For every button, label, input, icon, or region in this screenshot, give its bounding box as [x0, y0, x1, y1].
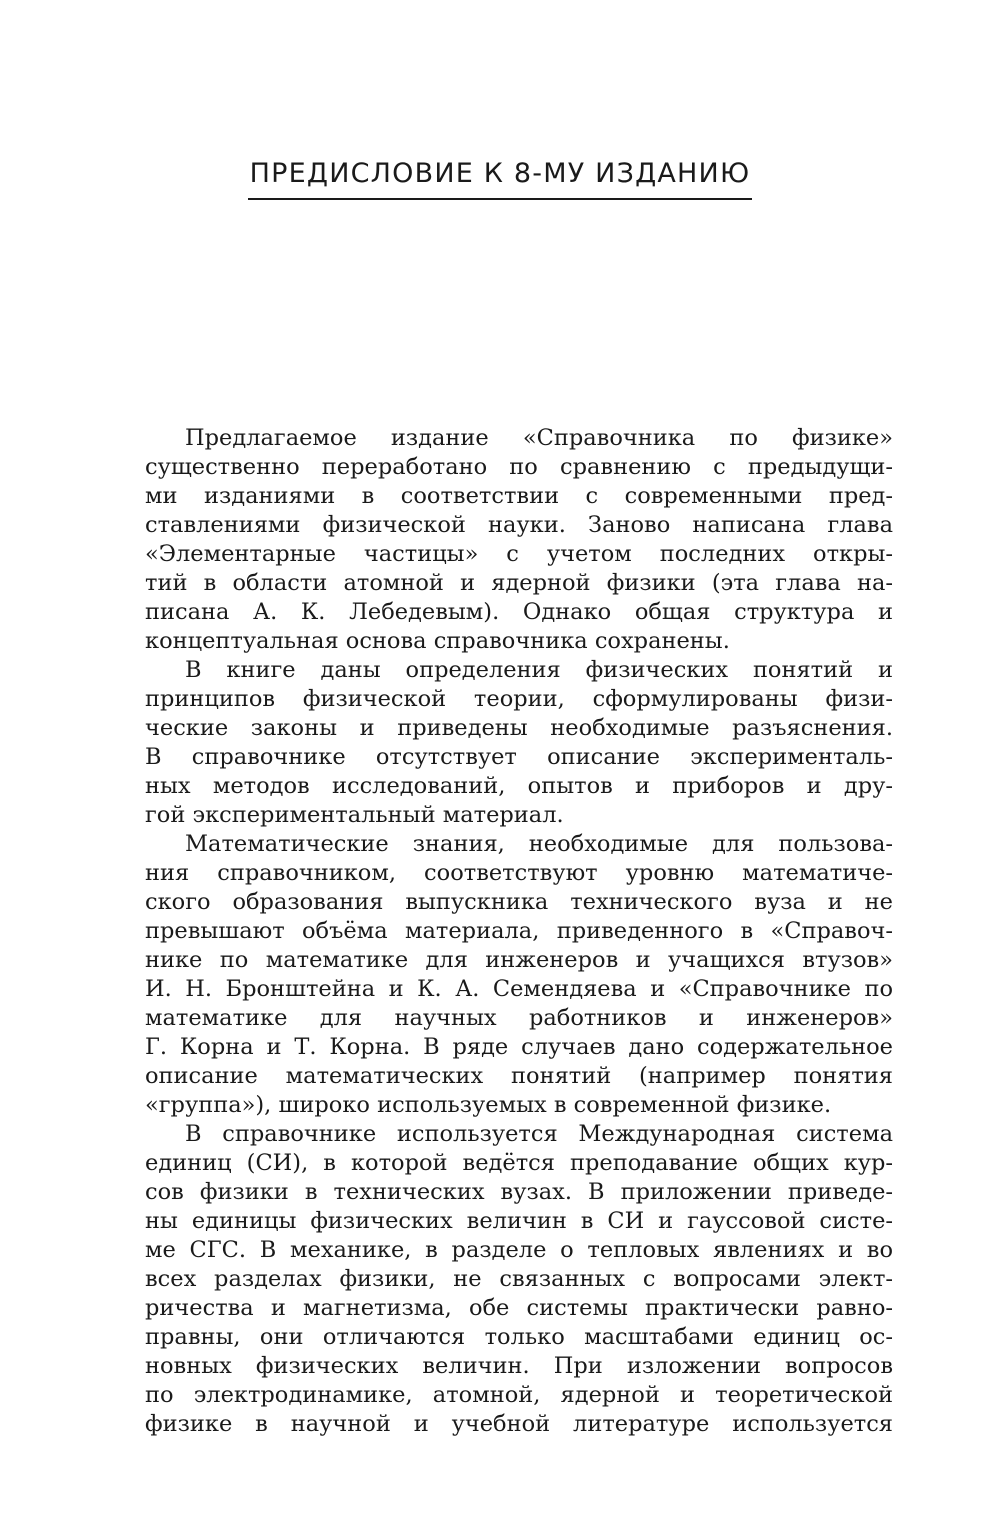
heading-block [0, 158, 1000, 200]
text-line: ми изданиями в соответствии с современными пред- [145, 483, 893, 509]
text-line: И. Н. Бронштейна и К. А. Семендяева и «Справочнике по [145, 976, 893, 1002]
text-line: единиц (СИ), в которой ведётся преподавание общих кур- [145, 1150, 893, 1176]
text-line: В справочнике используется Международная система [185, 1121, 893, 1147]
text-line: концептуальная основа справочника сохранены. [145, 628, 730, 654]
paragraph-2 [145, 656, 893, 830]
text-line: существенно переработано по сравнению с предыдущи- [145, 454, 893, 480]
paragraph-4 [145, 1120, 893, 1439]
text-line: «группа»), широко используемых в современной физике. [145, 1092, 832, 1118]
paragraph-3 [145, 830, 893, 1120]
text-line: ния справочником, соответствуют уровню математиче- [145, 860, 893, 886]
text-line: сов физики в технических вузах. В приложении приведе- [145, 1179, 893, 1205]
body-text [145, 424, 893, 1439]
text-line: ческие законы и приведены необходимые разъяснения. [145, 715, 893, 741]
text-line: В справочнике отсутствует описание эксперименталь- [145, 744, 893, 770]
text-line: Математические знания, необходимые для пользова- [185, 831, 893, 857]
text-line: гой экспериментальный материал. [145, 802, 564, 828]
text-line: всех разделах физики, не связанных с вопросами элект- [145, 1266, 893, 1292]
text-line: Предлагаемое издание «Справочника по физике» [185, 425, 893, 451]
text-line: «Элементарные частицы» с учетом последних откры- [145, 541, 893, 567]
page-title: ПРЕДИСЛОВИЕ К 8-МУ ИЗДАНИЮ [248, 158, 753, 200]
text-line: по электродинамике, атомной, ядерной и теоретической [145, 1382, 893, 1408]
text-line: описание математических понятий (например понятия [145, 1063, 893, 1089]
text-line: принципов физической теории, сформулированы физи- [145, 686, 893, 712]
text-line: ричества и магнетизма, обе системы практически равно- [145, 1295, 893, 1321]
text-line: писана А. К. Лебедевым). Однако общая структура и [145, 599, 893, 625]
text-line: ставлениями физической науки. Заново написана глава [145, 512, 893, 538]
text-line: ме СГС. В механике, в разделе о тепловых явлениях и во [145, 1237, 893, 1263]
text-line: тий в области атомной и ядерной физики (эта глава на- [145, 570, 893, 596]
text-line: математике для научных работников и инженеров» [145, 1005, 893, 1031]
text-line: ского образования выпускника технического вуза и не [145, 889, 893, 915]
text-line: правны, они отличаются только масштабами единиц ос- [145, 1324, 893, 1350]
text-line: ных методов исследований, опытов и приборов и дру- [145, 773, 893, 799]
text-line: новных физических величин. При изложении вопросов [145, 1353, 893, 1379]
text-line: нике по математике для инженеров и учащихся втузов» [145, 947, 893, 973]
paragraph-1 [145, 424, 893, 656]
text-line: физике в научной и учебной литературе используется [145, 1411, 893, 1437]
text-line: Г. Корна и Т. Корна. В ряде случаев дано содержательное [145, 1034, 893, 1060]
text-line: ны единицы физических величин в СИ и гауссовой систе- [145, 1208, 893, 1234]
text-line: превышают объёма материала, приведенного в «Справоч- [145, 918, 893, 944]
text-line: В книге даны определения физических понятий и [185, 657, 893, 683]
